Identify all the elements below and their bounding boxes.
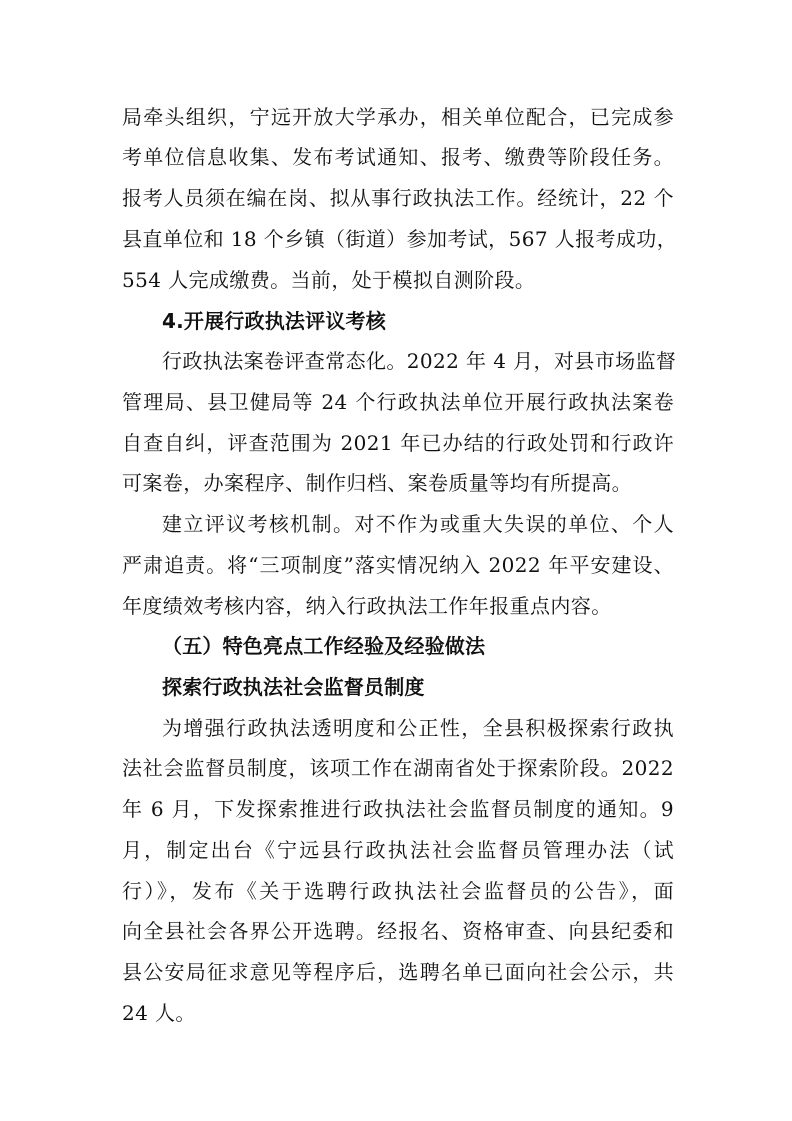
subsection-heading: 探索行政执法社会监督员制度 (162, 675, 425, 699)
paragraph-line: 严肃追责。将“三项制度”落实情况纳入 2022 年平安建设、 (122, 553, 674, 577)
paragraph-line: 为增强行政执法透明度和公正性，全县积极探索行政执 (162, 716, 674, 740)
paragraph-line: 554 人完成缴费。当前，处于模拟自测阶段。 (122, 268, 536, 292)
paragraph-line: 考单位信息收集、发布考试通知、报考、缴费等阶段任务。 (122, 145, 674, 169)
paragraph-line: 自查自纠，评查范围为 2021 年已办结的行政处罚和行政许 (122, 431, 674, 455)
paragraph-line: 局牵头组织，宁远开放大学承办，相关单位配合，已完成参 (122, 105, 674, 129)
paragraph-line: 建立评议考核机制。对不作为或重大失误的单位、个人 (162, 512, 674, 536)
section-heading: 4.开展行政执法评议考核 (162, 309, 386, 333)
paragraph-line: 向全县社会各界公开选聘。经报名、资格审查、向县纪委和 (122, 919, 674, 943)
paragraph-line: 报考人员须在编在岗、拟从事行政执法工作。经统计，22 个 (122, 186, 674, 210)
paragraph-line: 24 人。 (122, 1001, 196, 1025)
paragraph-line: 年度绩效考核内容，纳入行政执法工作年报重点内容。 (122, 594, 612, 618)
paragraph-line: 行）》，发布《关于选聘行政执法社会监督员的公告》，面 (122, 879, 674, 903)
paragraph-line: 可案卷，办案程序、制作归档、案卷质量等均有所提高。 (122, 471, 632, 495)
paragraph-line: 行政执法案卷评查常态化。2022 年 4 月，对县市场监督 (162, 349, 677, 373)
paragraph-line: 法社会监督员制度，该项工作在湖南省处于探索阶段。2022 (122, 756, 674, 780)
paragraph-line: 县直单位和 18 个乡镇（街道）参加考试，567 人报考成功， (122, 227, 678, 251)
paragraph-line: 管理局、县卫健局等 24 个行政执法单位开展行政执法案卷 (122, 390, 674, 414)
paragraph-line: 年 6 月，下发探索推进行政执法社会监督员制度的通知。9 (122, 797, 674, 821)
paragraph-line: 月，制定出台《宁远县行政执法社会监督员管理办法（试 (122, 838, 674, 862)
paragraph-line: 县公安局征求意见等程序后，选聘名单已面向社会公示，共 (122, 960, 674, 984)
section-heading: （五）特色亮点工作经验及经验做法 (162, 634, 486, 658)
